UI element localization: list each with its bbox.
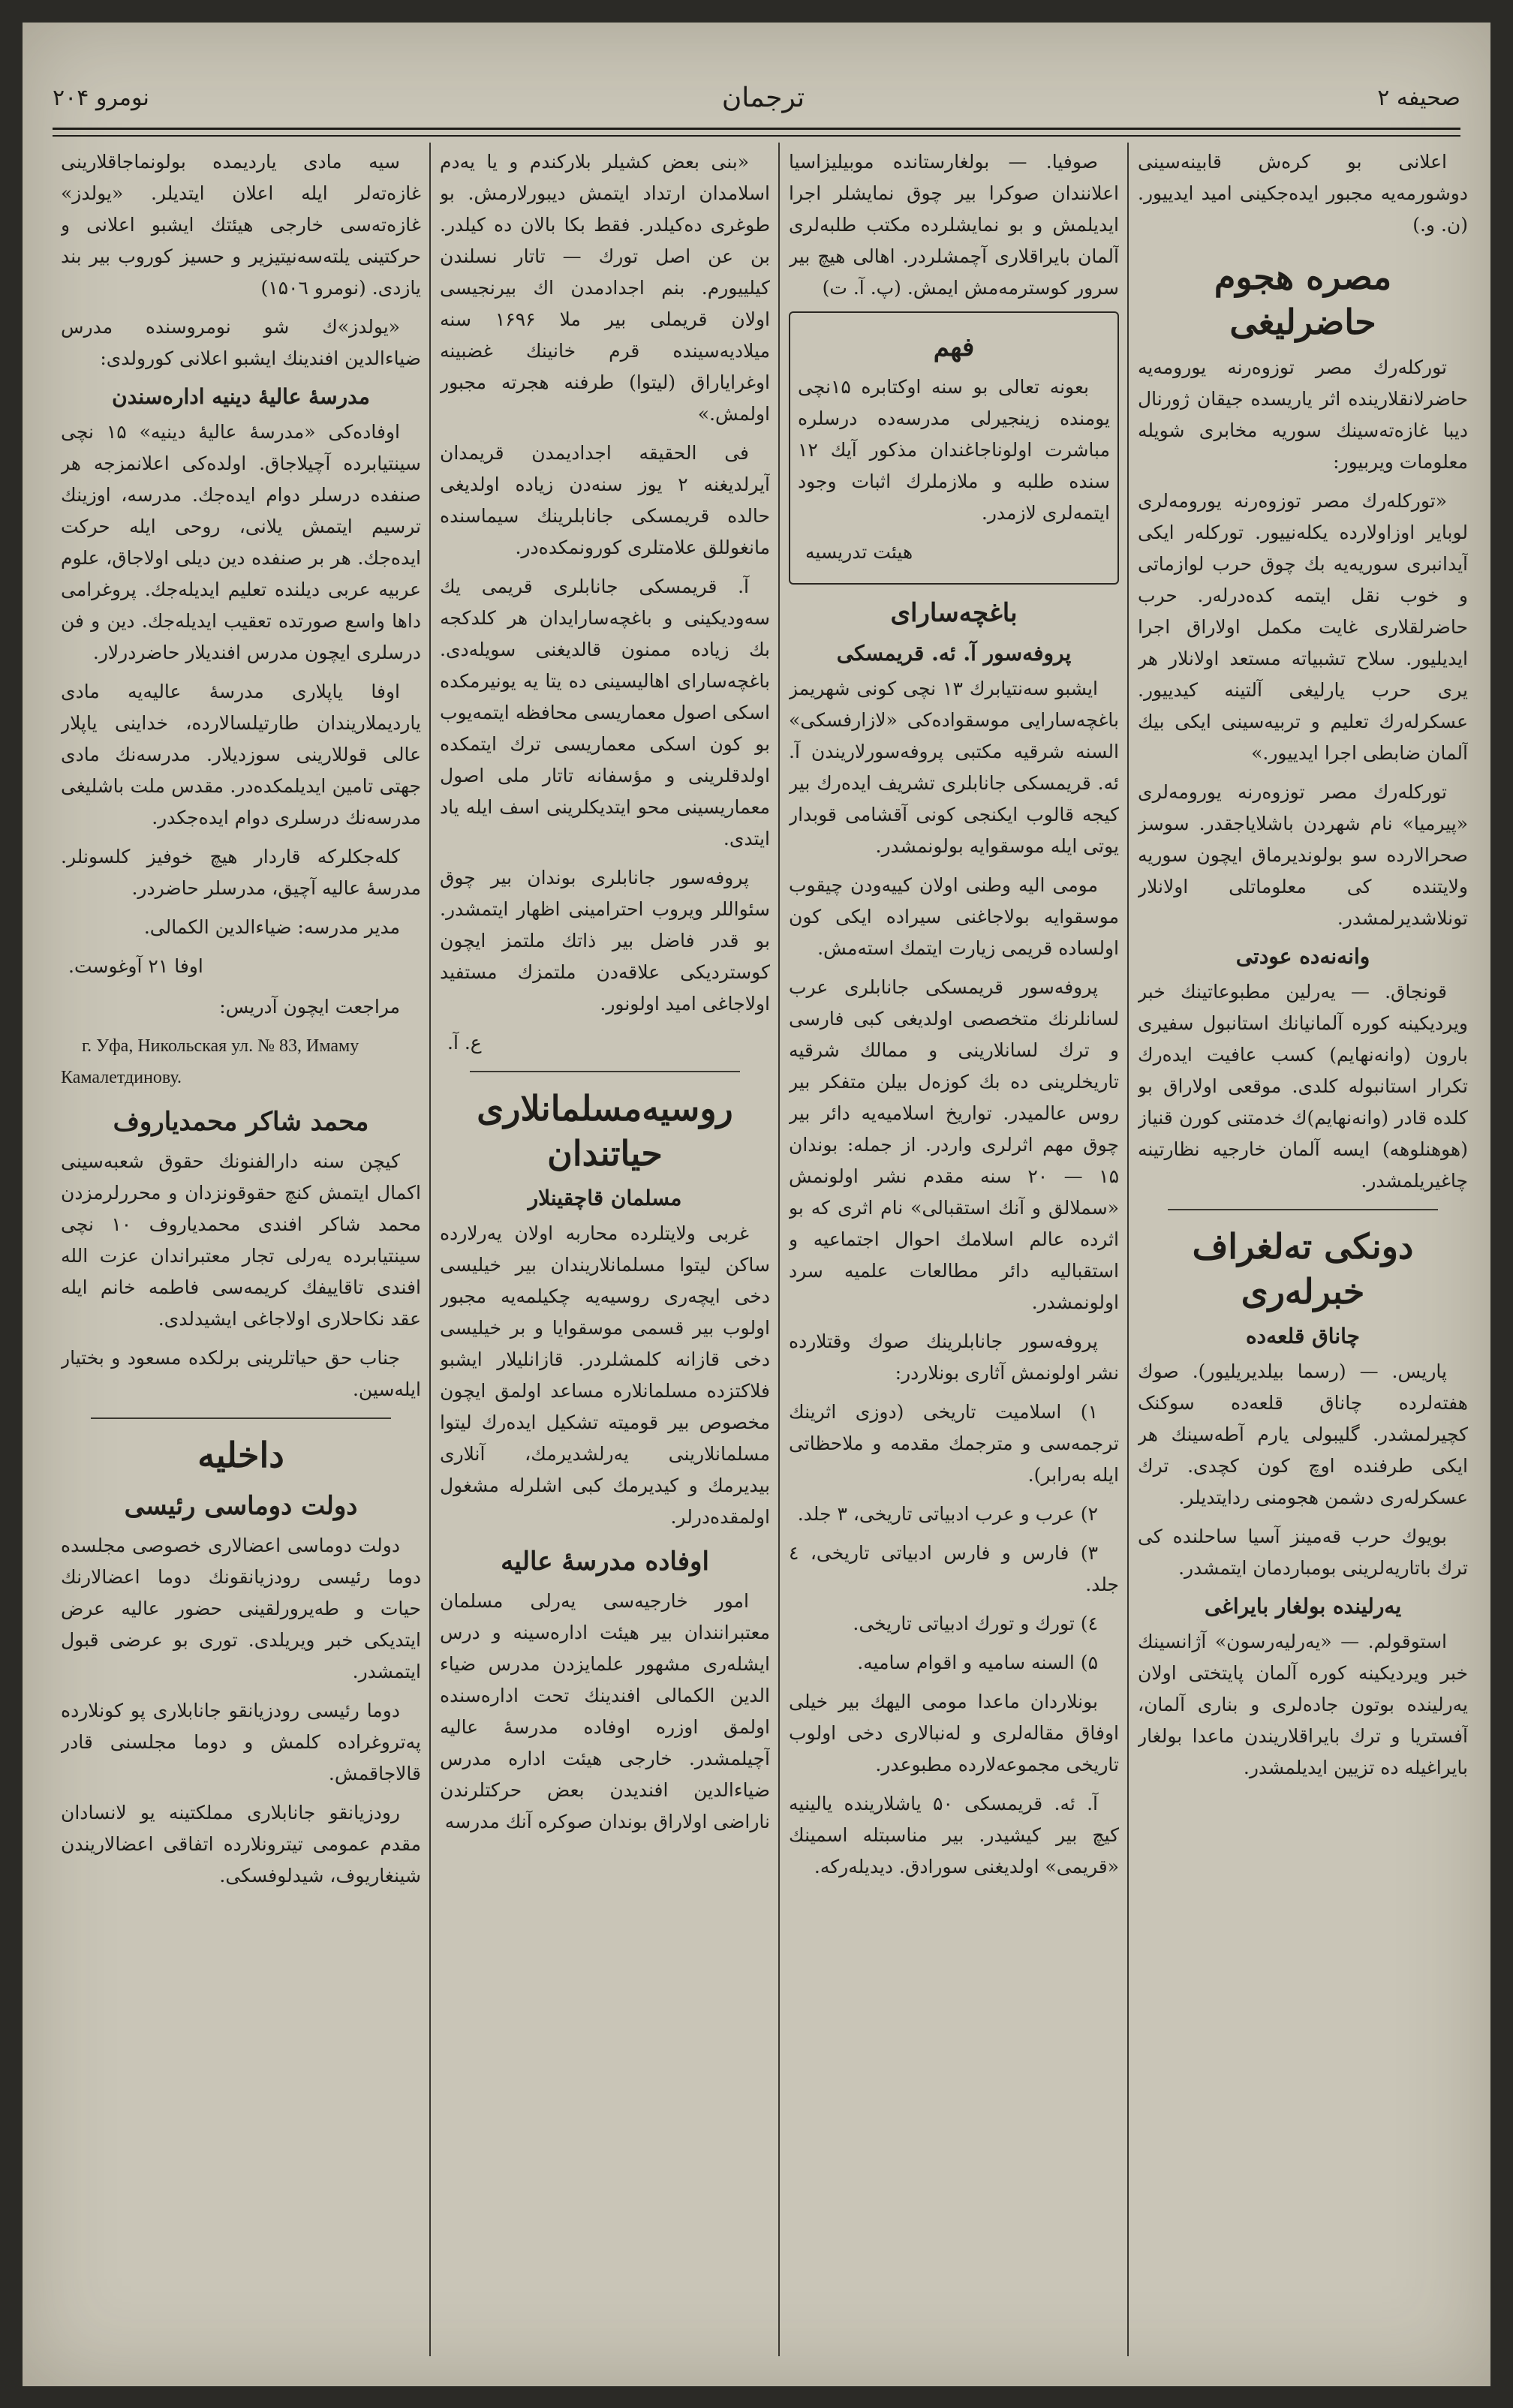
notice-text: بعونە تعالی بو سنە اوکتابرە ۱۵نچی یومندە زینجیرلی مدرسەدە درسلرە مباشرت اولوناجاغندان مذکور آیك ۱۲ سندە طلبە و ملازملرك اثبات وجود ایتمەلری لازمدر.: [798, 376, 1110, 524]
article-subheading: پروفەسور آ. ئە. قریمسکی: [836, 641, 1072, 666]
list-item: ۲) عرب و عرب ادبیاتی تاریخی، ۳ جلد.: [797, 1503, 1098, 1525]
column-3: [440, 146, 770, 2356]
paragraph: سیە مادی یاردیمدە بولونماجاقلارینی غازەتەلر ایلە اعلان ایتدیلر. «یولدز» غازەتەسی خارجی هیئتك ایشبو اعلانی و حرکتینی یلتەسەنیتیزیر و حسیز کوروب بیر بند یازدی. (نومرو ۱۵۰٦): [61, 151, 421, 299]
paragraph: اوفادەکی «مدرسۀ عالیۀ دینیە» ۱۵ نچی سینتیابردە آچیلاجاق. اولدەکی اعلانمزجە هر صنفدە درسلر دوام ایدەجك. مدرسە، اوزینك ترسیم ایتمش یلانی، روحی ایلە حرکت ایدەجك. هر بر صنفدە دین دیلی اولاجاق، علوم عربیە عربی دیلندە تعلیم ایدیلەجك. پروغرامی داها واسع صورتدە تعقیب ایدیلەجك. دین و فن درسلری ایچون مدرس افندیلار حاضردرلار.: [61, 421, 421, 663]
issue-number: نومرو ۲۰۴: [53, 84, 149, 111]
paragraph: ایشبو سەنتیابرك ۱۳ نچی کونی شهریمز باغچەسارایی موسقوادەکی «لازارفسکی» السنە شرقیە مکتبی پروفەسورلاریندن آ. ئە. قریمسکی جانابلری تشریف ایدەرك بیر کیجە قالوب ایکنجی کونی آقشامی قوبدار یوتی ایلە موسقوایە بولونمشدر.: [789, 678, 1119, 857]
article-subheading: چاناق قلعەدە: [1246, 1324, 1360, 1348]
separator: [91, 1417, 391, 1419]
column-divider: [1127, 143, 1129, 2356]
paragraph: قونجاق. — یەرلین مطبوعاتینك خبر ویردیکینە کورە آلمانیانك استانبول سفیری بارون (وانەنهایم) کسب عافیت ایدەرك تکرار استانبولە کلدی. موقعی اولاراق بو کلدە قادر (وانەنهایم)ك خدمتنی کورن قنیاز (هوهنلوهە) ایسە آلمان خارجیە نظارتینە چاغیریلمشدر.: [1138, 981, 1468, 1192]
paragraph: کلەجکلرکە قاردار هیچ خوفیز کلسونلر. مدرسۀ عالیە آچیق، مدرسلر حاضردر.: [61, 846, 421, 899]
address-text: г. Уфа, Никольская ул. № 83, Имаму Камалетдинову.: [61, 1036, 359, 1087]
separator: [470, 1071, 740, 1072]
article-subheading: وانەنەدە عودتی: [1235, 944, 1370, 969]
paragraph: کیچن سنە دارالفنونك حقوق شعبەسینی اکمال ایتمش کنچ حقوقونزدان و محررلرمزدن محمد شاکر افندی محمدیاروف ۱۰ نچی سینتیابردە یەرلی تجار معتبراندان عزت اللە افندی تاقاییفك کریمەسی فاطمە خانم ایلە عقد نکاحلاری اولاجاغی ایشیدلدی.: [61, 1150, 421, 1330]
list-item: ۱) اسلامیت تاریخی (دوزی اثرینك ترجمەسی و مترجمك مقدمە و ملاحظاتی ایلە بەرابر).: [789, 1401, 1119, 1486]
paragraph: «تورکلەرك مصر توزوەرنە یورومەلری لوبایر اوزاولاردە یکلەنییور. تورکلەر ایکی آیدانبری سوریەیە بك چوق حرب لوازماتی و خوب نقل ایتمە کدەدرلەر. حرب حاضرلقلاری غایت مکمل اولاراق اجرا ایدیلیور. سلاح تشبیاتە مستعد اولانلار هر یری حرب یارلیغی آلتینە کیدییور. عسکرلەرك تعلیم و تربیەسینی ایکی بیك آلمان ضابطی اجرا ایدییور.»: [1138, 490, 1468, 764]
paragraph: آ. قریمسکی جانابلری قریمی یك سەودیکینی و باغچەسارایدان هر کلدکجە بك زیادە ممنون قالدیغنی سویلەدی. باغچەسارای اهالیسینی دە یتا یە یونیرمکدە اسکی اصول معماریسی محافظە ایتمەیوب بو کون اسکی معماریسی ترك ایتمكدە اولدقلرینی و مؤسفانە تاتار ملی اصول معماریسینی محو ایتدیکلرینی اسف ایلە یاد ایتدی.: [440, 576, 770, 849]
article-signature: ع. آ.: [447, 1032, 482, 1054]
masthead-rule-thin: [53, 135, 1460, 137]
article-heading: دولت دوماسی رئیسی: [124, 1491, 358, 1521]
list-item: ۳) فارس و فارس ادبیاتی تاریخی، ٤ جلد.: [789, 1542, 1119, 1595]
paragraph: غربی ولایتلردە محاربە اولان یەرلاردە ساکن لیتوا مسلمانلاریندان بیر خیلیسی دخی ایچەری روسیەیە چکیلمەیە مجبور اولوب بیر قسمی موسقوایا و بر خیلیسی دخی قازانە کلمشلردر. قازانلیلار ایشبو فلاکتزدە مسلمانلارە مساعد اولمق ایچون مخصوص بیر قومیتە تشکیل ایدەرك لیتوا مسلمانلارینی یەرلشدیرمك، آنلاری بیدیرمك و کیدیرمك کبی اشلرلە مشغول اولمقدەدرلر.: [440, 1222, 770, 1528]
article-heading: مدرسۀ عالیۀ دینیە ادارەسندن: [112, 384, 370, 409]
dateline: اوفا ۲۱ آوغوست.: [68, 955, 203, 977]
section-heading: داخلیە: [197, 1435, 284, 1475]
paragraph: بویوك حرب قەمینز آسیا ساحلندە کی ترك باتاریەلرینی بومباردمان ایتمشدر.: [1138, 1526, 1468, 1579]
paragraph: جناب حق حیاتلرینی برلکدە مسعود و بختیار ایلەسین.: [61, 1347, 421, 1400]
article-heading: باغچەسارای: [890, 598, 1018, 628]
column-divider: [778, 143, 780, 2356]
paragraph: «یولدز»ك شو نومروسندە مدرس ضیاءالدین افندینك ایشبو اعلانی کورولدی:: [61, 316, 421, 369]
paragraph: مراجعت ایچون آدریس:: [219, 996, 400, 1018]
notice-box: [789, 311, 1119, 585]
paragraph: آ. ئە. قریمسکی ۵۰ یاشلاریندە یالینیە کیچ بیر کیشیدر. بیر مناسبتلە اسمینك «قریمی» اولدیغنی سورادق. دیدیلەرکە.: [789, 1793, 1119, 1877]
paragraph: اوفا یاپلاری مدرسۀ عالیەیە مادی یاردیملاریندان طارتیلسالاردە، خداینی یاپلار عالی قوللارینی سوزدیلار. مدرسەنك مادی جهتی تامین ایدیلمکدەدر. مقدس ملت باشلیغی مدرسەنك درسلری دوام ایدەجکدر.: [61, 681, 421, 828]
article-heading: روسیەمسلمانلاری حیاتندان: [477, 1088, 733, 1174]
paragraph: مومی الیە وطنی اولان کییەودن چیقوب موسقوایە بولاجاغنی سیرادە ایکی کون اولسادە قریمی زیارت ایتمك استەمش.: [789, 874, 1119, 959]
paragraph: دولت دوماسی اعضالاری خصوصی مجلسدە دوما رئیسی رودزیانقونك دوما اعضالارنك حیات و طەیرورلقینی حضور عالیە عرض ایتدیکی خبر ویریلدی. توری بو عرضی قبول ایتمشدر.: [61, 1535, 421, 1682]
paragraph: امور خارجیەسی یەرلی مسلمان معتبرانندان بیر هیئت ادارەسینە و درس ایشلەری مشهور علمایزدن مدرس ضیاء الدین الکمالی افندینك تحت ادارەسندە اولمق اوزرە اوفادە مدرسۀ عالیە آچیلمشدر. خارجی هیئت ادارە مدرس ضیاءالدین افندیدن بعض حرکتلرندن ناراضی اولاراق بوندان صوکرە آنك مدرسە: [440, 1590, 770, 1832]
works-list: [789, 1396, 1119, 1679]
column-divider: [429, 143, 431, 2356]
article-subheading: مسلمان قاچقینلار: [528, 1186, 682, 1210]
article-subheading: یەرلیندە بولغار بایراغی: [1204, 1594, 1402, 1619]
paragraph: بونلاردان ماعدا مومی الیهك بیر خیلی اوفاق مقالەلری و لەنبالاری دخی اولوب تاریخی مجموعەلاردە مطبوعدر.: [789, 1691, 1119, 1775]
newspaper-title: [722, 83, 805, 113]
masthead: [53, 68, 1460, 128]
list-item: ٤) تورك و تورك ادبیاتی تاریخی.: [853, 1613, 1098, 1634]
paragraph: دوما رئیسی رودزیانقو جانابلاری پو کونلاردە پەتروغرادە کلمش و دوما مجلسنی قادر قالاجاقمش.: [61, 1700, 421, 1784]
paragraph: فی الحقیقە اجدادیمدن قریمدان آیرلدیغنە ۲ یوز سنەدن زیادە اولدیغی حالدە قریمسکی جانابلرینك سیماسندە مانغوللق علامتلری کورونمکدەدر.: [440, 442, 770, 558]
separator: [1168, 1209, 1438, 1210]
paragraph: «بنی بعض کشیلر بلارکندم و یا یەدم اسلامدان ارتداد ایتمش دیبورلارمش. بو طوغری دەکیلدر. فقط بکا بالان دە کیلدر. بن عن اصل تورك — تاتار نسلندن کیلییورم. بنم اجدادمدن اك بیرنجیسی اولان قریملی بیر ملا ۱۶۹۶ سنە میلادیەسیندە قرم خانینك غضبینە اوغرایاراق (لیتوا) طرفنە هجرتە مجبور اولمش.»: [440, 151, 770, 425]
lead-paragraph: اعلانی بو کرەش قابینەسینی دوشورمەیە مجبور ایدەجکینی امید ایدییور. (ن. و.): [1138, 151, 1468, 236]
paragraph: تورکلەرك مصر توزوەرنە یورومەیە حاضرلانقلاریندە اثر یاریسدە جیقان ژورنال دیبا غازەتەسینك سوریە مخابری شویلە معلومات ویربیور:: [1138, 356, 1468, 473]
masthead-rule: [53, 128, 1460, 130]
paragraph: رودزیانقو جانابلاری مملکتینە یو لانسادان مقدم عمومی تیترونلاردە اتفاقی اعضالاریندن شینغاریوف، شیدلوفسکی.: [61, 1802, 421, 1886]
article-heading: دونکی تەلغراف خبرلەری: [1192, 1226, 1414, 1312]
paragraph: مدیر مدرسە: ضیاءالدین الکمالی.: [143, 916, 400, 938]
column-2: [789, 146, 1119, 2356]
paragraph: پاریس. — (رسما بیلدیریلیور). صوك هفتەلردە چاناق قلعەدە سوکنک کچیرلمشدر. گلیبولی یارم آطەسینك هر ایکی طرفندە اوچ کون کچدی. ترك عسکرلەری دشمن هجومنی ردایتدیلر.: [1138, 1360, 1468, 1508]
paragraph: صوفیا. — بولغارستاندە موبیلیزاسیا اعلانندان صوکرا بیر چوق نمایشلر اجرا ایدیلمش و بو نمایشلردە مکتب طلبەلری آلمان بایراقلاری آچمشلردر. اهالی هیچ بیر سرور کوسترمەمش ایمش. (پ. آ. ت): [789, 151, 1119, 299]
newspaper-page: [23, 23, 1490, 2386]
notice-heading: فهم: [933, 332, 975, 362]
paragraph: استوقولم. — «یەرلیەرسون» آژانسینك خبر ویردیکینە کورە آلمان پایتختی اولان یەرلیندە بوتون جادەلری و بناری آلمان، آفستریا و ترك بایراقلاریندن ماعدا بولغار بایراغیلە دە تزیین ایدیلمشدر.: [1138, 1631, 1468, 1778]
list-item: ۵) السنە سامیە و اقوام سامیە.: [857, 1652, 1098, 1673]
paragraph: پروفەسور جانابلرینك صوك وقتلاردە نشر اولونمش آثاری بونلاردر:: [789, 1330, 1119, 1384]
notice-signature: هیئت تدریسیە: [805, 541, 913, 563]
page-number: صحیفه ۲: [1377, 84, 1460, 111]
title-text: ترجمان: [721, 82, 805, 113]
paragraph: پروفەسور جانابلری بوندان بیر چوق سئواللر ویروب احترامینی اظهار ایتمشدر. بو قدر فاضل بیر ذاتك ملتمز ایچون کوستردیکی علاقەدن ملتمزك مستفید اولاجاغی امید اولونور.: [440, 867, 770, 1015]
article-heading: مصرە هجوم حاضرلیغی: [1214, 257, 1392, 342]
article-heading: اوفادە مدرسۀ عالیە: [501, 1547, 709, 1577]
article-heading: محمد شاکر محمدیاروف: [113, 1107, 369, 1137]
column-1: [1138, 146, 1468, 2356]
paragraph: پروفەسور قریمسکی جانابلری عرب لسانلرنك متخصصی اولدیغی کبی فارسی و ترك لسانلارینی و ممالك شرقیە تاریخلرینی دە بك کوزەل بیلن متفکر بیر روس عالمیدر. تواریخ اسلامیەیە دائر بیر چوق مهم اثرلری واردر. از جملە: بوندان ۱۵ — ۲۰ سنە مقدم نشر اولونمش «سملالق و آنك استقبالی» نام اثری کە بو اثردە عالم اسلامك احوال اجتماعیە و استقبالیە دائر مطالعات علمیە سرد اولونمشدر.: [789, 976, 1119, 1313]
paragraph: تورکلەرك مصر توزوەرنە یورومەلری «پیرمیا» نام شهردن باشلایاجقدر. سوسز صحرالاردە سو بولوندیرماق ایچون سوریە ولایتندە کی معلوماتلی اولانلار تونلاشدیرلمشدر.: [1138, 781, 1468, 929]
column-4: [61, 146, 421, 2356]
